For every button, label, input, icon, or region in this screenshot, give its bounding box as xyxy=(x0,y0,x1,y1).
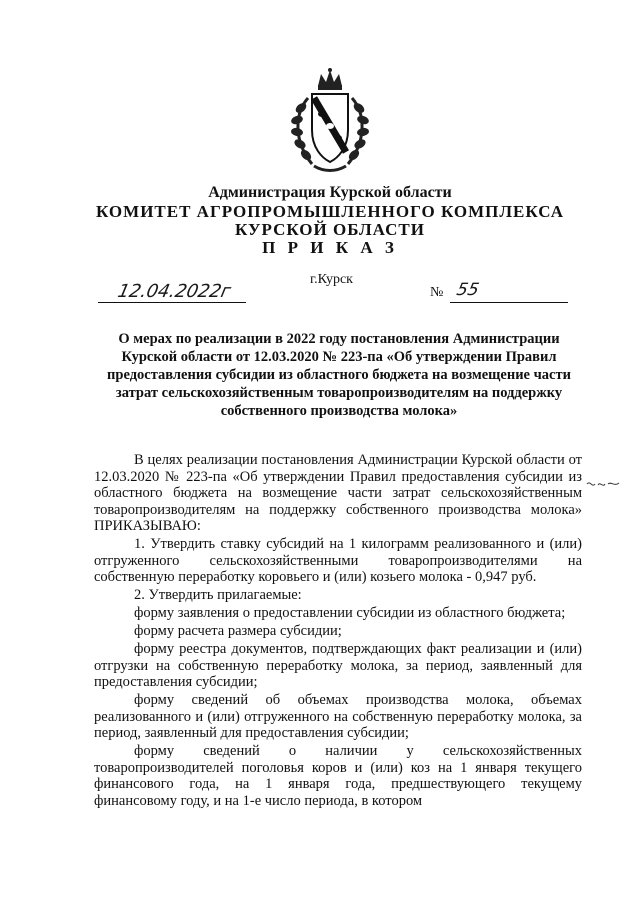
paragraph-form-calculation: форму расчета размера субсидии; xyxy=(134,623,342,639)
document-body xyxy=(94,452,582,811)
number-label: № xyxy=(430,285,444,300)
number-underline xyxy=(450,302,568,303)
coat-of-arms-emblem xyxy=(288,68,372,176)
pen-mark xyxy=(586,476,620,490)
handwritten-number: 55 xyxy=(454,280,481,300)
paragraph-form-application: форму заявления о предоставлении субсидии из областного бюджета; xyxy=(134,605,566,621)
region-name: КУРСКОЙ ОБЛАСТИ xyxy=(235,220,425,239)
administration-name: Администрация Курской области xyxy=(208,184,452,201)
committee-name: КОМИТЕТ АГРОПРОМЫШЛЕННОГО КОМПЛЕКСА xyxy=(96,202,564,221)
date-underline xyxy=(98,302,246,303)
paragraph-form-registry: форму реестра документов, подтверждающих факт реализации и (или) отгрузки на собственную переработку молока, за период, заявленный для предоставления субсидии; xyxy=(94,641,582,690)
city-label: г.Курск xyxy=(310,272,353,287)
paragraph-preamble: В целях реализации постановления Администрации Курской области от 12.03.2020 № 223-па «Об утверждении Правил предоставления субсидии из областного бюджета на возмещение части затрат сельскохозяйственным товаропроизводителям на поддержку собственного производства молока» ПРИКАЗЫВАЮ: xyxy=(94,452,582,534)
document-type: П Р И К А З xyxy=(262,238,398,257)
paragraph-form-livestock: форму сведений о наличии у сельскохозяйственных товаропроизводителей поголовья коров и (или) коз на 1 января текущего финансового года, на 1 января года, предшествующего текущему финансовому году, и на 1-е число периода, в котором xyxy=(94,743,582,809)
paragraph-item-2: 2. Утвердить прилагаемые: xyxy=(134,587,302,603)
handwritten-date: 12.04.2022г xyxy=(115,281,233,302)
paragraph-item-1: 1. Утвердить ставку субсидий на 1 килограмм реализованного и (или) отгруженного сельскохозяйственными товаропроизводителями на собственную переработку коровьего и (или) козьего молока - 0,947 руб. xyxy=(94,536,582,585)
paragraph-form-production: форму сведений об объемах производства молока, объемах реализованного и (или) отгруженного на собственную переработку молока, за период, заявленный для предоставления субсидии; xyxy=(94,692,582,741)
document-title: О мерах по реализации в 2022 году постановления Администрации Курской области от 12.03.2020 № 223-па «Об утверждении Правил предоставления субсидии из областного бюджета на возмещение части затрат сельскохозяйственным товаропроизводителям на поддержку собственного производства молока» xyxy=(107,331,571,419)
